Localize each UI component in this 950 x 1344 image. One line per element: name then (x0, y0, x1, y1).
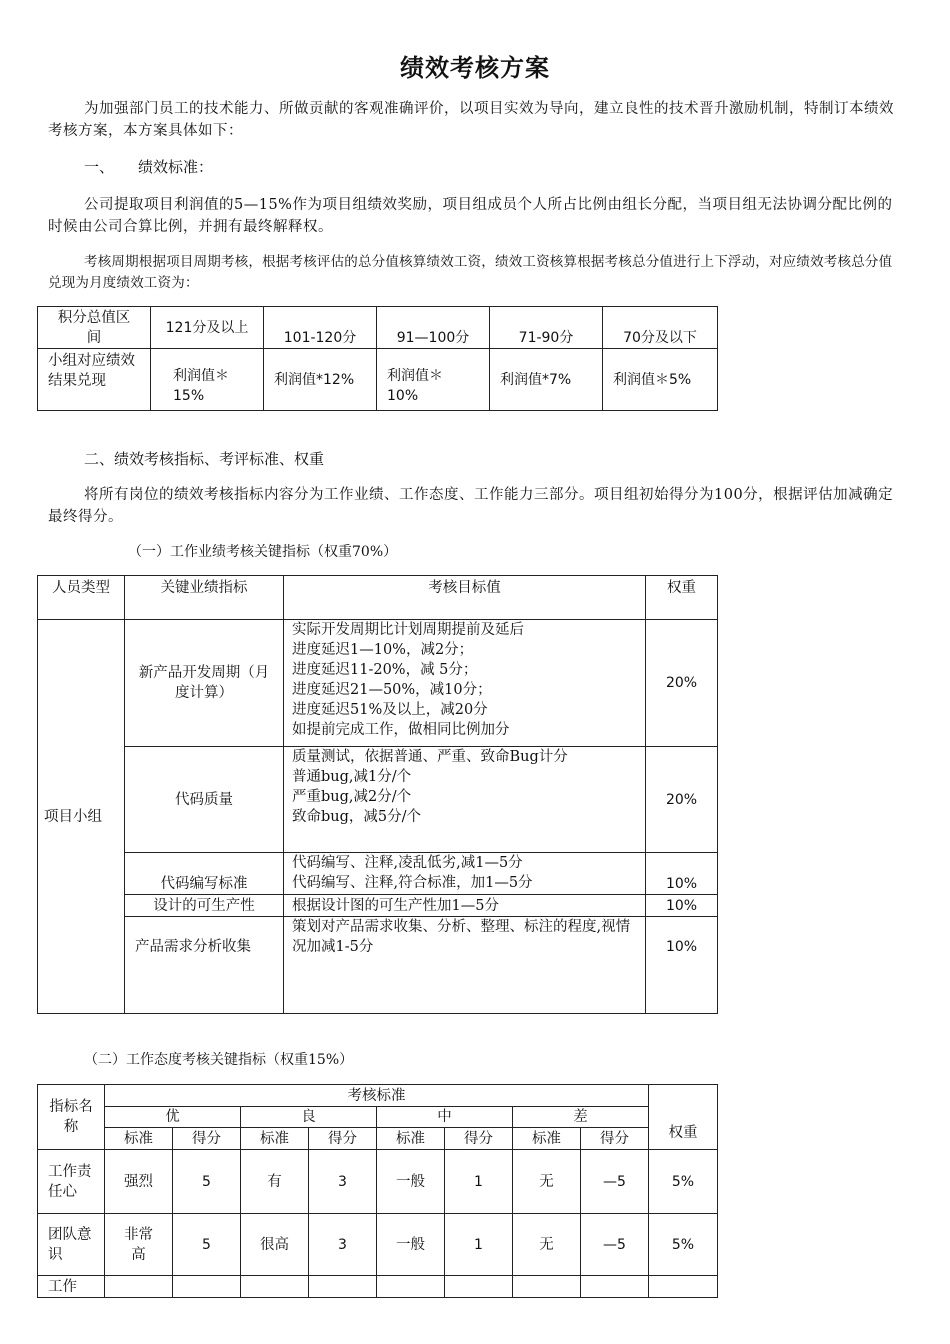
level-average: 中 (377, 1107, 513, 1128)
target-line: 策划对产品需求收集、分析、整理、标注的程度,视情况加减1-5分 (292, 919, 631, 955)
target-line: 如提前完成工作，做相同比例加分 (292, 722, 510, 738)
table1-cell: 70分及以下 (603, 307, 718, 349)
paragraph-cycle: 考核周期根据项目周期考核，根据考核评估的总分值核算绩效工资，绩效工资核算根据考核总分值进行上下浮动，对应绩效考核总分值兑现为月度绩效工资为： (48, 254, 893, 291)
target-line: 致命bug，减5分/个 (292, 809, 422, 825)
level-good: 良 (241, 1107, 377, 1128)
document-title: 绩效考核方案 (400, 54, 550, 82)
attitude-cell: 5 (173, 1214, 241, 1276)
table2-header: 考核目标值 (284, 576, 646, 620)
kpi-weight: 10% (646, 917, 718, 1014)
table3-indicator-header: 指标名称 (38, 1085, 105, 1150)
sub-standard: 标准 (377, 1128, 445, 1150)
paragraph-indicators: 将所有岗位的绩效考核指标内容分为工作业绩、工作态度、工作能力三部分。项目组初始得分为100分，根据评估加减确定最终得分。 (48, 487, 894, 525)
attitude-cell (513, 1276, 581, 1298)
target-line: 严重bug,减2分/个 (292, 789, 412, 805)
section1-number: 一、 (84, 158, 115, 176)
table1-cell: 利润值＊15% (151, 349, 264, 411)
subsection1-title: （一）工作业绩考核关键指标（权重70%） (128, 544, 398, 560)
kpi-indicator: 代码编写标准 (125, 853, 284, 895)
attitude-cell (241, 1276, 309, 1298)
table1-cell: 71-90分 (490, 307, 603, 349)
attitude-cell: —5 (581, 1150, 649, 1214)
attitude-cell: 强烈 (105, 1150, 173, 1214)
attitude-kpi-table (37, 1084, 718, 1298)
kpi-weight: 10% (646, 895, 718, 917)
attitude-cell: 无 (513, 1214, 581, 1276)
score-range-table (37, 306, 718, 411)
sub-score: 得分 (309, 1128, 377, 1150)
attitude-cell: 5 (173, 1150, 241, 1214)
attitude-cell: 3 (309, 1214, 377, 1276)
intro-paragraph: 为加强部门员工的技术能力、所做贡献的客观准确评价，以项目实效为导向，建立良性的技术晋升激励机制，特制订本绩效考核方案，本方案具体如下： (48, 101, 894, 139)
table1-cell: 利润值＊5% (603, 349, 718, 411)
attitude-cell: 1 (445, 1150, 513, 1214)
kpi-targets (284, 917, 646, 1014)
attitude-cell: 非常高 (105, 1214, 173, 1276)
target-line: 进度延迟1—10%，减2分； (292, 642, 474, 658)
target-line: 进度延迟11-20%，减 5分； (292, 662, 478, 678)
section1-title: 绩效标准： (138, 158, 214, 176)
kpi-indicator: 产品需求分析收集 (125, 917, 284, 1014)
attitude-cell: —5 (581, 1214, 649, 1276)
sub-score: 得分 (581, 1128, 649, 1150)
level-poor: 差 (513, 1107, 649, 1128)
target-line: 代码编写、注释,符合标准，加1—5分 (292, 875, 533, 891)
sub-score: 得分 (445, 1128, 513, 1150)
attitude-cell: 有 (241, 1150, 309, 1214)
table1-cell: 利润值*12% (264, 349, 377, 411)
target-line: 普通bug,减1分/个 (292, 769, 412, 785)
attitude-cell (173, 1276, 241, 1298)
table1-cell: 121分及以上 (151, 307, 264, 349)
performance-kpi-table (37, 575, 718, 1014)
table1-cell: 利润值*7% (490, 349, 603, 411)
kpi-indicator: 新产品开发周期（月度计算） (125, 620, 284, 747)
personnel-group-cell: 项目小组 (38, 620, 125, 1014)
kpi-indicator: 设计的可生产性 (125, 895, 284, 917)
table3-standard-header: 考核标准 (105, 1085, 649, 1107)
sub-standard: 标准 (105, 1128, 173, 1150)
kpi-targets (284, 853, 646, 895)
sub-standard: 标准 (241, 1128, 309, 1150)
attitude-cell (445, 1276, 513, 1298)
table2-header: 权重 (646, 576, 718, 620)
table1-header: 小组对应绩效结果兑现 (38, 349, 151, 411)
kpi-targets (284, 620, 646, 747)
target-line: 进度延迟51%及以上，减20分 (292, 702, 488, 718)
target-line: 进度延迟21—50%，减10分； (292, 682, 492, 698)
kpi-weight: 10% (646, 853, 718, 895)
target-line: 代码编写、注释,凌乱低劣,减1—5分 (292, 855, 523, 871)
attitude-cell: 3 (309, 1150, 377, 1214)
table1-cell: 利润值＊10% (377, 349, 490, 411)
attitude-cell (581, 1276, 649, 1298)
attitude-weight: 5% (649, 1214, 718, 1276)
attitude-cell: 一般 (377, 1150, 445, 1214)
attitude-cell: 1 (445, 1214, 513, 1276)
kpi-targets (284, 747, 646, 853)
target-line: 质量测试，依据普通、严重、致命Bug计分 (292, 749, 568, 765)
attitude-cell (309, 1276, 377, 1298)
kpi-indicator: 代码质量 (125, 747, 284, 853)
attitude-cell (105, 1276, 173, 1298)
sub-score: 得分 (173, 1128, 241, 1150)
attitude-indicator: 工作责任心 (38, 1150, 105, 1214)
attitude-cell: 很高 (241, 1214, 309, 1276)
section2-title: 二、绩效考核指标、考评标准、权重 (84, 450, 325, 468)
attitude-weight (649, 1276, 718, 1298)
target-line: 根据设计图的可生产性加1—5分 (292, 897, 499, 914)
target-line: 实际开发周期比计划周期提前及延后 (292, 622, 524, 638)
kpi-targets (284, 895, 646, 917)
sub-standard: 标准 (513, 1128, 581, 1150)
table1-cell: 91—100分 (377, 307, 490, 349)
level-excellent: 优 (105, 1107, 241, 1128)
kpi-weight: 20% (646, 747, 718, 853)
paragraph-profit: 公司提取项目利润值的5—15%作为项目组绩效奖励，项目组成员个人所占比例由组长分配，当项目组无法协调分配比例的时候由公司合算比例，并拥有最终解释权。 (48, 197, 893, 235)
attitude-indicator: 团队意识 (38, 1214, 105, 1276)
table3-weight-header: 权重 (649, 1085, 718, 1150)
subsection2-title: （二）工作态度考核关键指标（权重15%） (84, 1052, 354, 1068)
table2-header: 关键业绩指标 (125, 576, 284, 620)
table1-cell: 101-120分 (264, 307, 377, 349)
table2-header: 人员类型 (38, 576, 125, 620)
attitude-indicator: 工作 (38, 1276, 105, 1298)
kpi-weight: 20% (646, 620, 718, 747)
table1-header: 积分总值区间 (38, 307, 151, 349)
attitude-cell: 无 (513, 1150, 581, 1214)
attitude-cell: 一般 (377, 1214, 445, 1276)
attitude-cell (377, 1276, 445, 1298)
attitude-weight: 5% (649, 1150, 718, 1214)
